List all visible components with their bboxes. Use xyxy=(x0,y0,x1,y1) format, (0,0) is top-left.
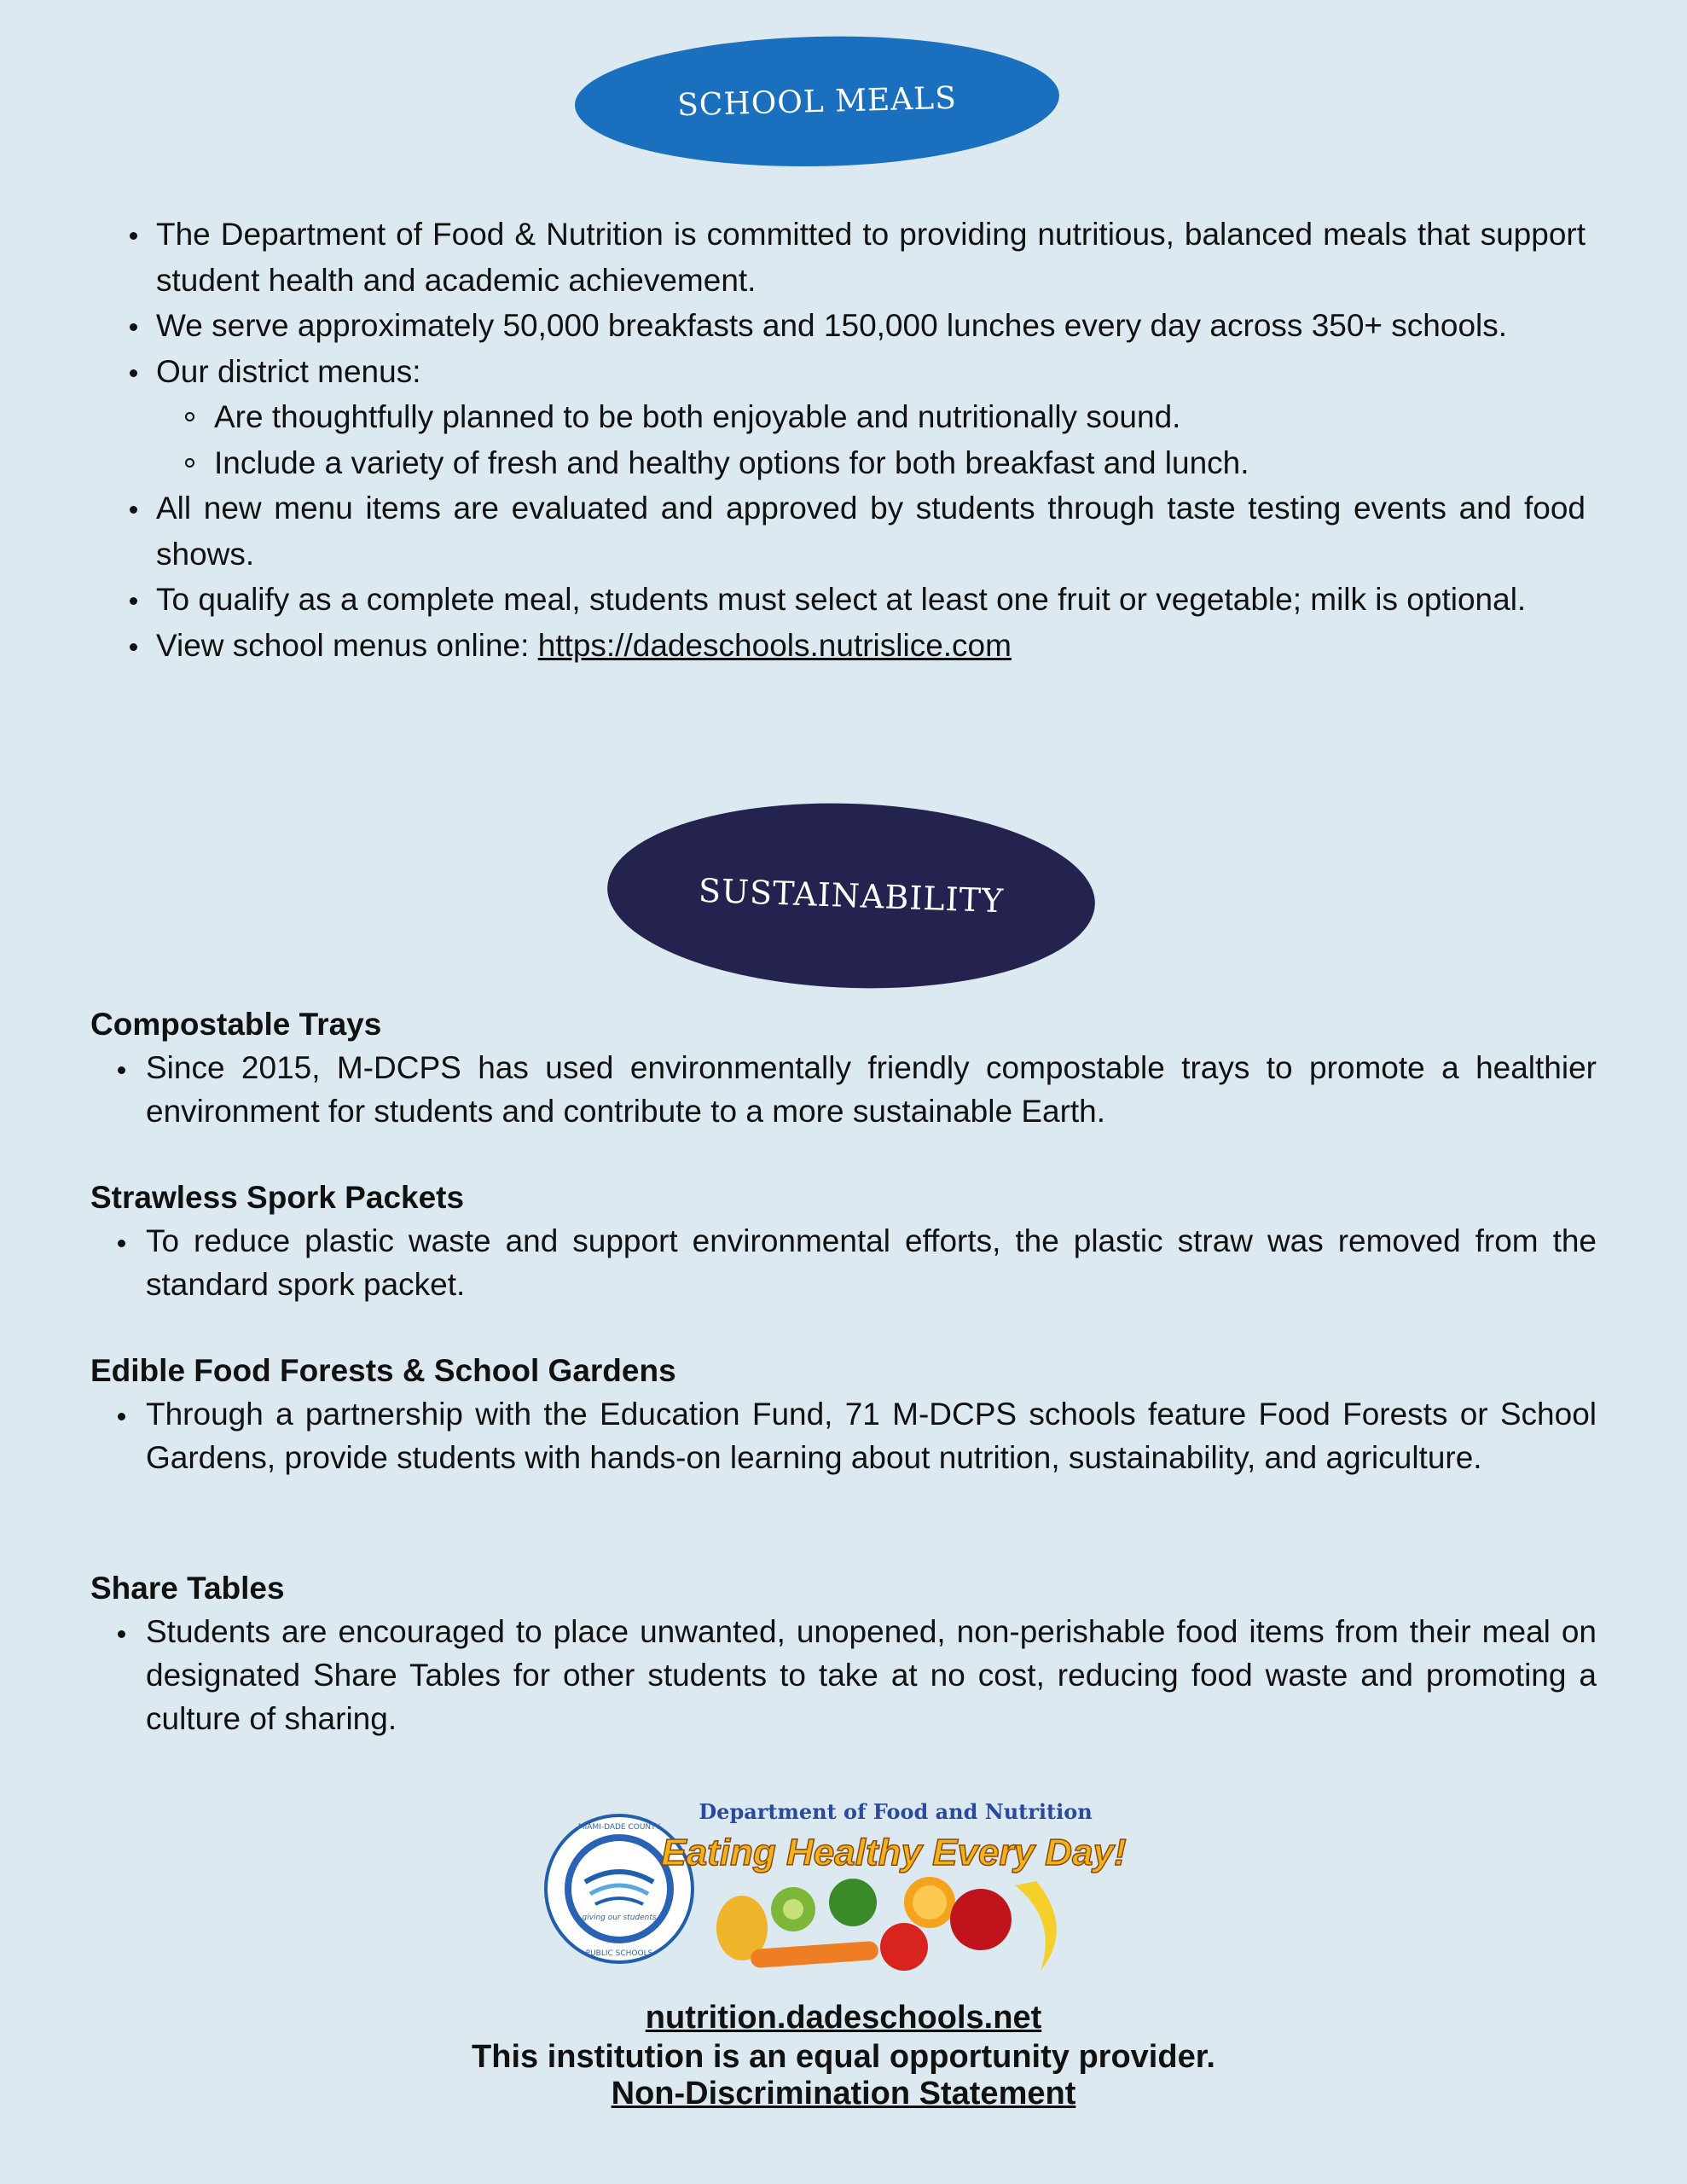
list-item: The Department of Food & Nutrition is committed to providing nutritious, balanced meals that support student health and academic achievement. xyxy=(156,212,1586,303)
menu-sub-list xyxy=(156,394,1586,485)
list-item: Since 2015, M-DCPS has used environmentally friendly compostable trays to promote a healthier environment for students and contribute to a more sustainable Earth. xyxy=(146,1046,1597,1133)
list-item: To reduce plastic waste and support environmental efforts, the plastic straw was removed from the standard spork packet. xyxy=(146,1219,1597,1306)
section-heading: Strawless Spork Packets xyxy=(90,1180,465,1215)
menus-link[interactable]: https://dadeschools.nutrislice.com xyxy=(537,627,1012,663)
svg-text:MIAMI-DADE COUNTY: MIAMI-DADE COUNTY xyxy=(577,1823,661,1832)
list-item: Through a partnership with the Education Fund, 71 M-DCPS schools feature Food Forests or School Gardens, provide students with hands-on learning about nutrition, sustainability, and agriculture. xyxy=(146,1392,1597,1479)
sustainability-title-text: SUSTAINABILITY xyxy=(698,871,1005,921)
carrot-icon xyxy=(750,1941,878,1968)
banana-icon xyxy=(1015,1881,1057,1971)
sub-list-item: Include a variety of fresh and healthy options for both breakfast and lunch. xyxy=(214,440,1586,486)
section-strawless-spork-packets xyxy=(90,1176,1597,1306)
school-meals-title xyxy=(573,31,1061,173)
dept-title: Department of Food and Nutrition xyxy=(699,1799,1093,1824)
school-meals-title-text: SCHOOL MEALS xyxy=(676,80,958,123)
sub-list-item: Are thoughtfully planned to be both enjoyable and nutritionally sound. xyxy=(214,394,1586,440)
section-edible-food-forests xyxy=(90,1350,1597,1479)
list-item xyxy=(156,623,1586,669)
broccoli-icon xyxy=(829,1879,877,1926)
footer xyxy=(0,1998,1687,2111)
list-item: All new menu items are evaluated and approved by students through taste testing events and food shows. xyxy=(156,485,1586,577)
section-heading: Compostable Trays xyxy=(90,1007,382,1042)
tomato-icon xyxy=(880,1923,928,1971)
section-heading: Share Tables xyxy=(90,1571,285,1606)
list-item: To qualify as a complete meal, students must select at least one fruit or vegetable; milk is optional. xyxy=(156,577,1586,623)
website-link[interactable]: nutrition.dadeschools.net xyxy=(645,2000,1042,2036)
nondiscrimination-link[interactable]: Non-Discrimination Statement xyxy=(611,2076,1076,2111)
equal-opportunity-text: This institution is an equal opportunity provider. xyxy=(472,2039,1215,2075)
section-share-tables xyxy=(90,1567,1597,1740)
section-compostable-trays xyxy=(90,1003,1597,1133)
school-meals-list xyxy=(156,212,1586,668)
svg-text:giving our students: giving our students xyxy=(582,1914,657,1922)
sustainability-title xyxy=(604,795,1098,996)
slogan: Eating Healthy Every Day! xyxy=(661,1832,1127,1873)
apple-icon xyxy=(950,1889,1012,1950)
list-item-text: Our district menus: xyxy=(156,353,421,389)
list-item: Students are encouraged to place unwanted, unopened, non-perishable food items from their meal on designated Share Tables for other students to take at no cost, reducing food waste and promoting a culture of sharing. xyxy=(146,1610,1597,1740)
list-item xyxy=(156,349,1586,486)
menus-label: View school menus online: xyxy=(156,627,538,663)
svg-text:PUBLIC SCHOOLS: PUBLIC SCHOOLS xyxy=(585,1949,653,1958)
list-item: We serve approximately 50,000 breakfasts and 150,000 lunches every day across 350+ schools. xyxy=(156,303,1586,349)
food-nutrition-logo xyxy=(661,1799,1127,1979)
section-heading: Edible Food Forests & School Gardens xyxy=(90,1353,676,1388)
